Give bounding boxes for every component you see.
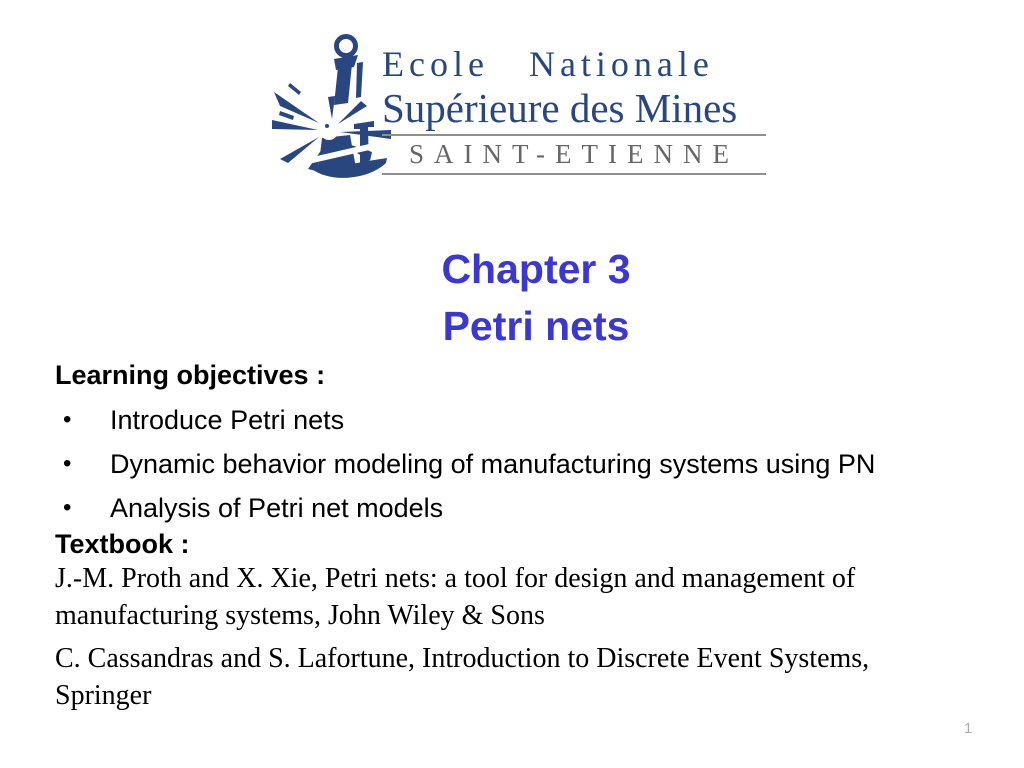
list-item-text: Analysis of Petri net models: [110, 493, 444, 523]
slide-title: [0, 241, 1024, 355]
list-item-text: Introduce Petri nets: [110, 405, 345, 435]
textbook-heading: Textbook :: [55, 529, 190, 559]
reference-2: C. Cassandras and S. Lafortune, Introduction to Discrete Event Systems, Springer: [55, 643, 870, 711]
list-item-text: Dynamic behavior modeling of manufacturing systems using PN: [110, 449, 876, 479]
title-line1: Chapter 3: [441, 246, 631, 292]
logo-city: SAINT-ETIENNE: [409, 139, 739, 169]
lighthouse-emblem-icon: [272, 32, 394, 182]
list-item: [55, 398, 955, 442]
title-line2: Petri nets: [442, 303, 630, 349]
bullet-icon: •: [63, 494, 72, 521]
logo-line1: Ecole Nationale: [382, 44, 714, 84]
logo-wordmark: [382, 42, 766, 175]
bullet-icon: •: [63, 406, 72, 433]
logo-divider-top: [382, 134, 766, 136]
school-logo: [272, 30, 772, 182]
objectives-list: [55, 398, 955, 530]
page-number: 1: [964, 720, 973, 737]
list-item: [55, 442, 955, 486]
logo-divider-bottom: [382, 173, 766, 175]
learning-objectives-heading: Learning objectives :: [55, 360, 326, 390]
logo-line2: Supérieure des Mines: [382, 85, 738, 131]
reference-1: J.-M. Proth and X. Xie, Petri nets: a tool for design and management of manufacturing systems, John Wiley & Sons: [55, 563, 856, 631]
bullet-icon: •: [63, 450, 72, 477]
